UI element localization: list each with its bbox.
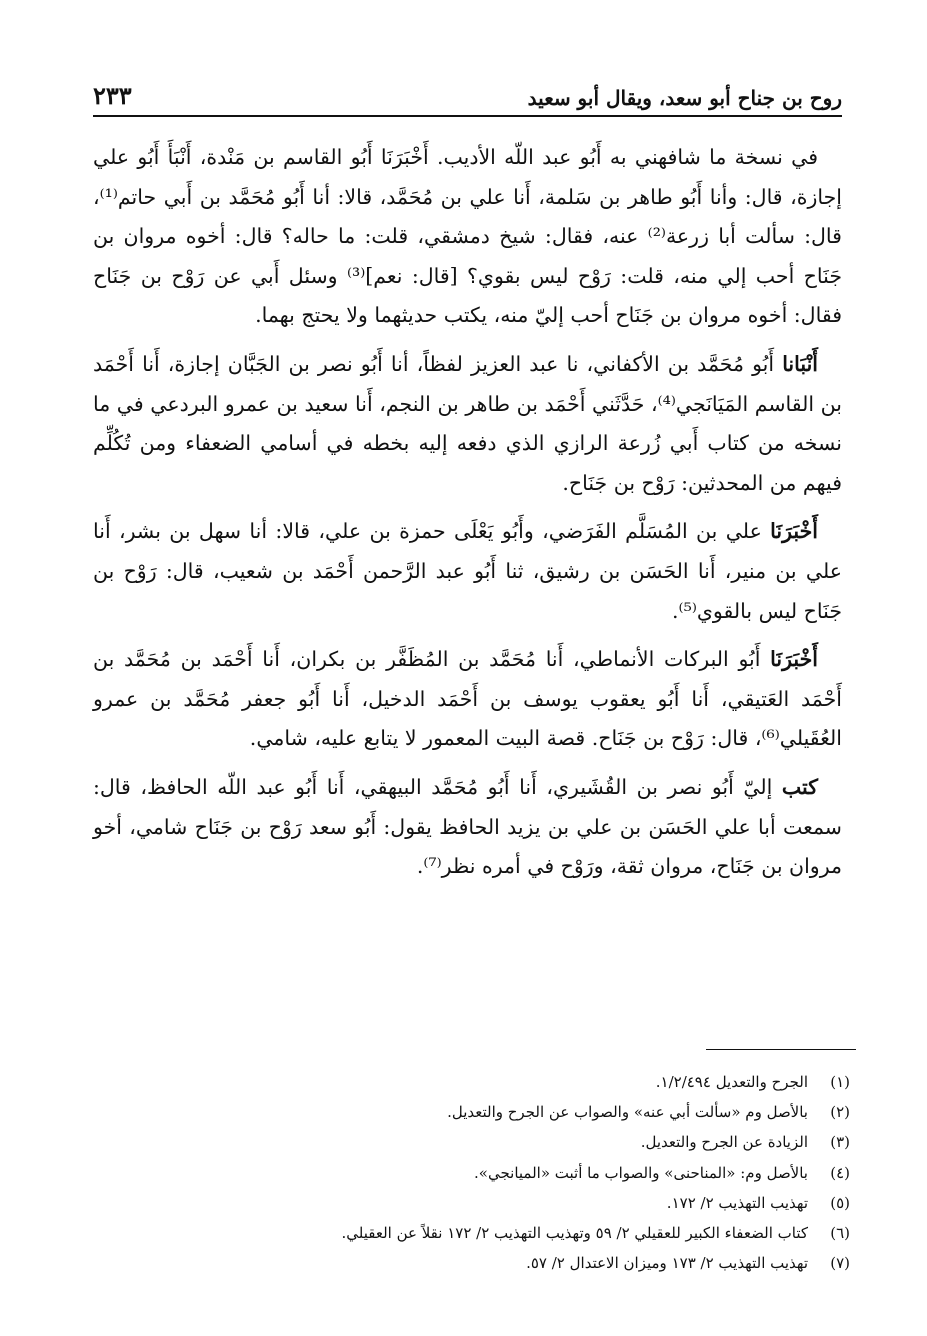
- main-text: [93, 138, 842, 896]
- header-rule: [93, 115, 842, 117]
- page-number: ٢٣٣: [93, 81, 132, 110]
- paragraph-text: إليّ أَبُو نصر بن القُشَيري، أَنا أَبُو مُحَمَّد البيهقي، أَنا أَبُو عبد اللّه الحافظ، قال: سمعت أبا علي الحَسَن بن علي بن يزيد الحافظ يقول: أَبُو سعد رَوْح بن جَنَاح شامي، أخو مروان بن جَنَاح، مروان ثقة، ورَوْح في أمره نظر⁽⁷⁾.: [93, 774, 842, 879]
- footnote-number: (٥): [830, 1193, 850, 1212]
- paragraph-text: في نسخة ما شافهني به أَبُو عبد اللّه الأديب. أَخْبَرَنَا أَبُو القاسم بن مَنْدة، أَنْبَأَ أَبُو علي إجازة، قال: وأنا أَبُو طاهر بن سَلمة، أَنا علي بن مُحَمَّد، قالا: أنا أَبُو مُحَمَّد بن أَبي حاتم⁽¹⁾، قال: سألت أبا زرعة⁽²⁾ عنه، فقال: شيخ دمشقي، قلت: ما حاله؟ قال: أخوه مروان بن جَنَاح أحب إلي منه، قلت: رَوْح ليس بقوي؟ [قال: نعم]⁽³⁾ وسئل أَبي عن رَوْح بن جَنَاح فقال: أخوه مروان بن جَنَاح أحب إليّ منه، يكتب حديثهما ولا يحتج بهما.: [93, 145, 842, 328]
- paragraph-text: أَبُو البركات الأنماطي، أَنا مُحَمَّد بن المُظَفَّر بن بكران، أَنا أَحْمَد بن مُحَمَّد بن أَحْمَد العَتيقي، أَنا أَبُو يعقوب يوسف بن أَحْمَد الدخيل، أَنا أَبُو جعفر مُحَمَّد بن عمرو العُقَيلي⁽⁶⁾، قال: رَوْح بن جَنَاح. قصة البيت المعمور لا يتابع عليه، شامي.: [93, 647, 842, 751]
- footnotes: [93, 1067, 850, 1278]
- paragraph: [93, 138, 842, 336]
- footnote: [93, 1218, 850, 1248]
- paragraph: [93, 768, 842, 887]
- paragraph-text: علي بن المُسَلَّم الفَرَضي، وأَبُو يَعْلَى حمزة بن علي، قالا: أنا سهل بن بشر، أَنا علي بن منير، أَنا الحَسَن بن رشيق، ثنا أَبُو عبد الرَّحمن أَحْمَد بن شعيب، قال: رَوْح بن جَنَاح ليس بالقوي⁽⁵⁾.: [93, 519, 842, 623]
- footnote-separator: [706, 1049, 856, 1050]
- footnote-text: بالأصل وم: «المناحنى» والصواب ما أثبت «الميانجي».: [474, 1163, 808, 1182]
- footnote: [93, 1067, 850, 1097]
- paragraph-lead: كتب: [781, 774, 818, 799]
- footnote: [93, 1158, 850, 1188]
- footnote-number: (٦): [830, 1224, 850, 1243]
- footnote-text: تهذيب التهذيب ٢/ ١٧٣ وميزان الاعتدال ٢/ ٥٧.: [526, 1254, 808, 1273]
- footnote-number: (٤): [830, 1163, 850, 1182]
- paragraph-lead: أَخْبَرَنَا: [770, 519, 818, 544]
- footnote: [93, 1248, 850, 1278]
- footnote-text: بالأصل وم «سألت أبي عنه» والصواب عن الجرح والتعديل.: [447, 1103, 808, 1122]
- footnote-number: (٧): [830, 1254, 850, 1273]
- footnote-text: تهذيب التهذيب ٢/ ١٧٢.: [666, 1193, 808, 1212]
- footnote-number: (١): [830, 1073, 850, 1091]
- paragraph-lead: أَنْبَانا: [782, 351, 818, 376]
- footnote: [93, 1127, 850, 1157]
- paragraph: [93, 640, 842, 759]
- paragraph-text: أَبُو مُحَمَّد بن الأكفاني، نا عبد العزيز لفظاً، أنا أَبُو نصر بن الجَبَّان إجازة، أَنا أَحْمَد بن القاسم المَيَانَجي⁽⁴⁾، حَدَّثَني أَحْمَد بن طاهر بن النجم، أَنا سعيد بن عمرو البردعي في ما نسخه من كتاب أَبي زُرعة الرازي الذي دفعه إليه بخطه في أسامي الضعفاء ومن تُكُلِّم فيهم من المحدثين: رَوْح بن جَنَاح.: [93, 351, 842, 495]
- running-title: روح بن جناح أبو سعد، ويقال أبو سعيد: [527, 86, 842, 110]
- paragraph: [93, 512, 842, 631]
- paragraph-lead: أَخْبَرَنَا: [770, 647, 818, 672]
- page-header: [93, 80, 842, 110]
- footnote-number: (٢): [830, 1103, 850, 1122]
- footnote: [93, 1188, 850, 1218]
- footnote-text: الجرح والتعديل ١/٢/٤٩٤.: [655, 1073, 808, 1091]
- footnote-text: الزيادة عن الجرح والتعديل.: [640, 1133, 808, 1152]
- paragraph: [93, 345, 842, 503]
- footnote: [93, 1097, 850, 1127]
- footnote-text: كتاب الضعفاء الكبير للعقيلي ٢/ ٥٩ وتهذيب التهذيب ٢/ ١٧٢ نقلاً عن العقيلي.: [341, 1224, 808, 1243]
- footnote-number: (٣): [830, 1133, 850, 1152]
